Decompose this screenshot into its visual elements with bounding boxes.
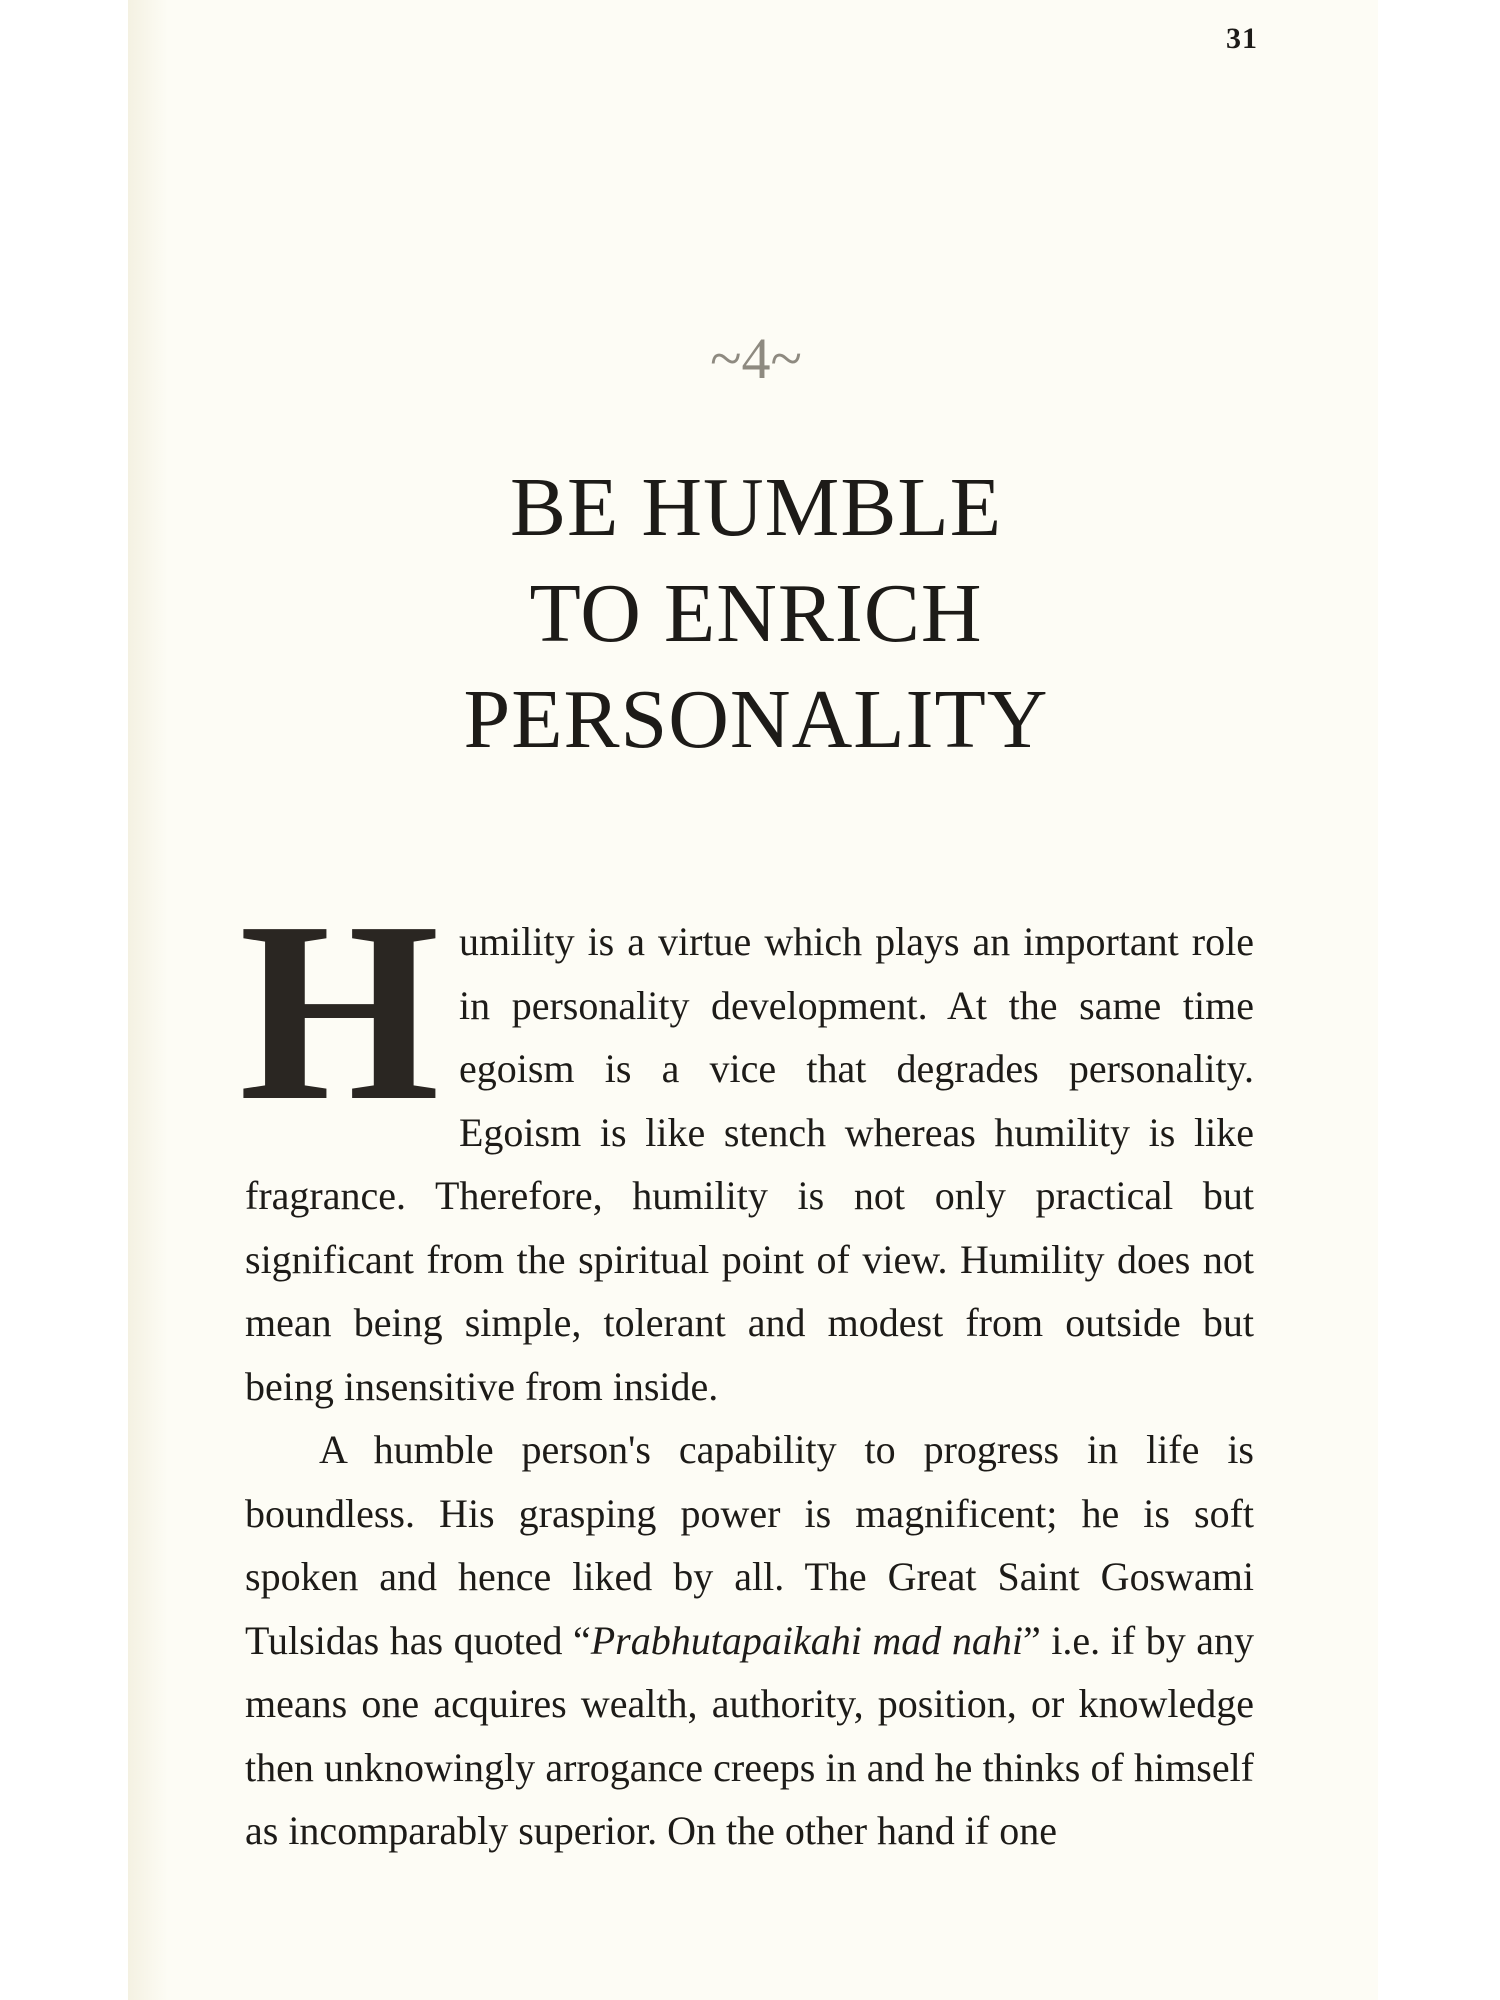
paragraph-2-text-before-quote: A humble person's capability to progress in life is boundless. His grasping power is magnificent; he is soft spoken and hence liked by all. The Great Saint Goswami Tulsidas has quoted “ [245,1427,1254,1663]
chapter-title-line-1: BE HUMBLE [510,461,1002,554]
gutter-shadow [128,0,168,2000]
book-page [128,0,1378,2000]
paragraph-2-text-after-quote: ” i.e. if by any means one acquires wealth, authority, position, or knowledge then unknowingly arrogance creeps in and he thinks of himself as incomparably superior. On the other hand if one [245,1617,1254,1853]
drop-cap [239,868,445,1154]
chapter-title [128,455,1384,773]
paragraph-2-quote: Prabhutapaikahi mad nahi [590,1617,1023,1663]
paragraph-2 [245,1418,1254,1863]
chapter-title-line-2: TO ENRICH [529,567,983,660]
chapter-title-line-3: PERSONALITY [463,673,1049,766]
paragraph-1 [239,868,1254,1418]
body-text [239,868,1254,1863]
page-number: 31 [1226,22,1258,55]
drop-cap-letter: H [239,868,440,1154]
chapter-number: ~4~ [710,326,802,391]
paragraph-1-text: umility is a virtue which plays an important role in personality development. At the same time egoism is a vice that degrades personality. Egoism is like stench whereas humility is like fragrance. Therefore, humility is not only practical but significant from the spiritual point of view. Humility does not mean being simple, tolerant and modest from outside but being insensitive from inside. [245,919,1254,1409]
